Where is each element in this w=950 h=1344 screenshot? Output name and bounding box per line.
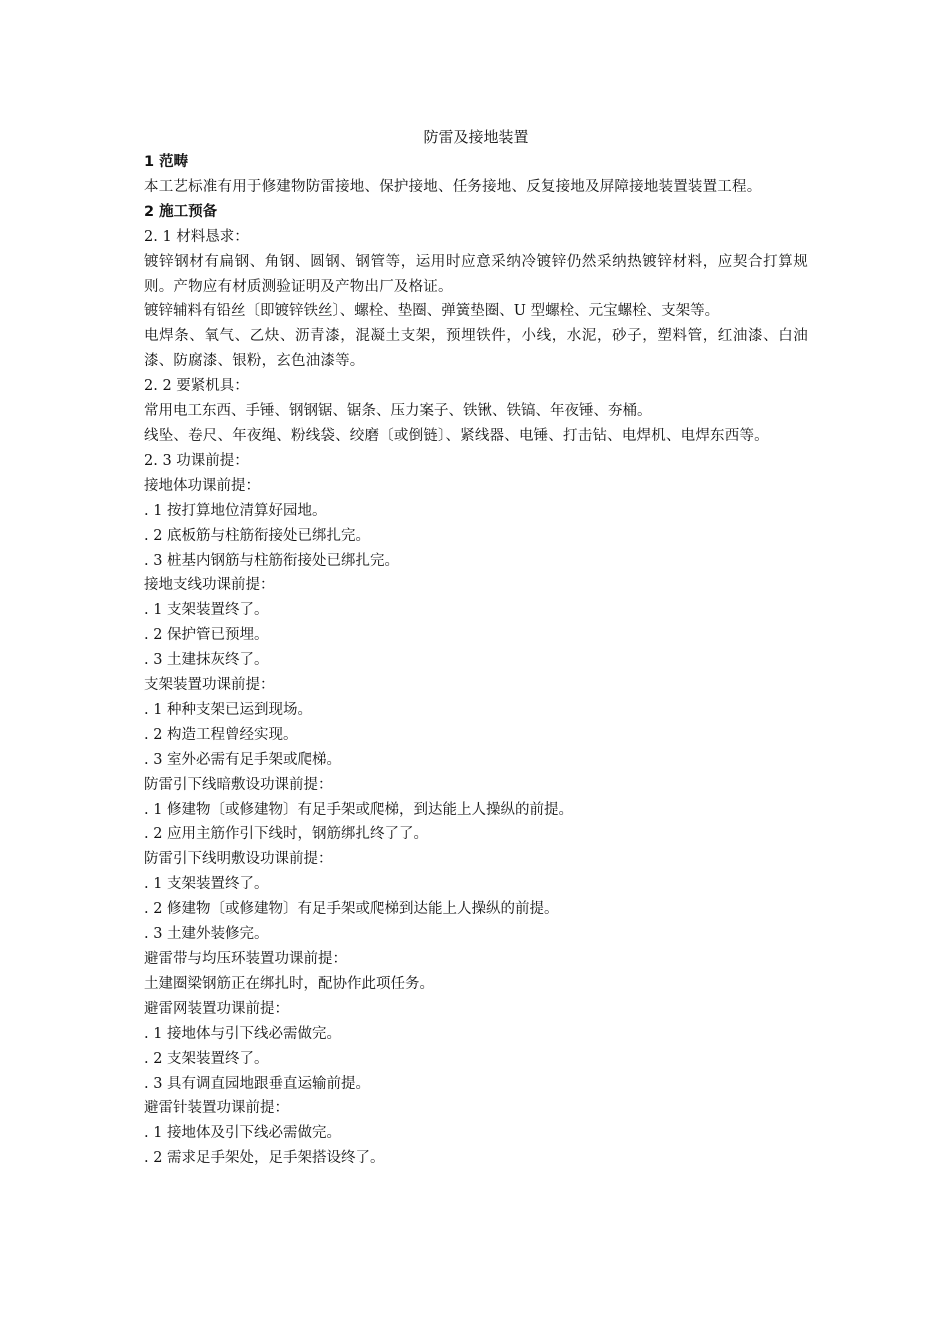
body-line: . 2 构造工程曾经实现。 — [144, 726, 298, 743]
body-line: 接地支线功课前提： — [144, 577, 275, 594]
body-line: 接地体功课前提： — [144, 477, 260, 494]
body-paragraph: 镀锌钢材有扁钢、角钢、圆钢、钢管等，运用时应意采纳冷镀锌仍然采纳热镀锌材料，应契合打算规则。产物应有材质测验证明及产物出厂及格证。 — [144, 253, 808, 295]
body-line: . 1 支架装置终了。 — [144, 602, 269, 619]
body-line: . 1 接地体及引下线必需做完。 — [144, 1125, 342, 1142]
body-line: 2. 3 功课前提： — [144, 452, 249, 469]
body-line: 防雷引下线暗敷设功课前提： — [144, 776, 333, 793]
section-heading: 1 范畴 — [144, 154, 189, 170]
body-line: . 1 支架装置终了。 — [144, 876, 269, 893]
body-line: 2. 2 要紧机具： — [144, 378, 249, 395]
body-line: . 2 修建物〔或修建物〕有足手架或爬梯到达能上人操纵的前提。 — [144, 901, 559, 918]
document-page — [144, 125, 808, 1171]
body-line: . 2 支架装置终了。 — [144, 1050, 269, 1067]
body-line: . 2 底板筋与柱筋衔接处已绑扎完。 — [144, 527, 371, 544]
body-line: 避雷针装置功课前提： — [144, 1100, 289, 1117]
body-line: . 2 需求足手架处，足手架搭设终了。 — [144, 1150, 385, 1167]
body-line: 避雷带与均压环装置功课前提： — [144, 951, 347, 967]
document-body — [144, 150, 808, 1171]
body-line: . 2 保护管已预埋。 — [144, 627, 269, 644]
document-title: 防雷及接地装置 — [423, 128, 529, 146]
body-line: . 2 应用主筋作引下线时，钢筋绑扎终了了。 — [144, 826, 429, 843]
body-line: . 1 种种支架已运到现场。 — [144, 701, 313, 718]
body-line: 防雷引下线明敷设功课前提： — [144, 851, 333, 868]
body-line: 常用电工东西、手锤、钢钢锯、锯条、压力案子、铁锹、铁镐、年夜锤、夯桶。 — [144, 403, 652, 420]
body-line: 镀锌辅料有铅丝〔即镀锌铁丝〕、螺栓、垫圈、弹簧垫圈、U 型螺栓、元宝螺栓、支架等。 — [144, 303, 720, 320]
body-paragraph: 本工艺标准有用于修建物防雷接地、保护接地、任务接地、反复接地及屏障接地装置装置工程。 — [144, 178, 762, 195]
body-line: . 1 按打算地位清算好园地。 — [144, 502, 327, 519]
body-line: . 1 接地体与引下线必需做完。 — [144, 1025, 342, 1042]
body-line: . 3 土建外装修完。 — [144, 926, 269, 943]
body-line: . 1 修建物〔或修建物〕有足手架或爬梯，到达能上人操纵的前提。 — [144, 801, 574, 818]
body-line: 支架装置功课前提： — [144, 677, 275, 694]
body-line: . 3 桩基内钢筋与柱筋衔接处已绑扎完。 — [144, 552, 400, 569]
body-paragraph: 线坠、卷尺、年夜绳、粉线袋、绞磨〔或倒链〕、紧线器、电锤、打击钻、电焊机、电焊东西等。 — [144, 427, 769, 444]
body-line: 避雷网装置功课前提： — [144, 1000, 289, 1017]
body-line: 土建圈梁钢筋正在绑扎时，配协作此项任务。 — [144, 975, 434, 992]
section-heading: 2 施工预备 — [144, 203, 218, 220]
body-line: . 3 具有调直园地跟垂直运输前提。 — [144, 1075, 371, 1092]
body-line: . 3 土建抹灰终了。 — [144, 652, 269, 669]
body-line: 2. 1 材料恳求： — [144, 228, 249, 245]
body-line: . 3 室外必需有足手架或爬梯。 — [144, 751, 342, 768]
body-paragraph: 电焊条、氧气、乙炔、沥青漆，混凝土支架，预埋铁件，小线，水泥，砂子，塑料管，红油漆、白油漆、防腐漆、银粉，玄色油漆等。 — [144, 328, 808, 370]
